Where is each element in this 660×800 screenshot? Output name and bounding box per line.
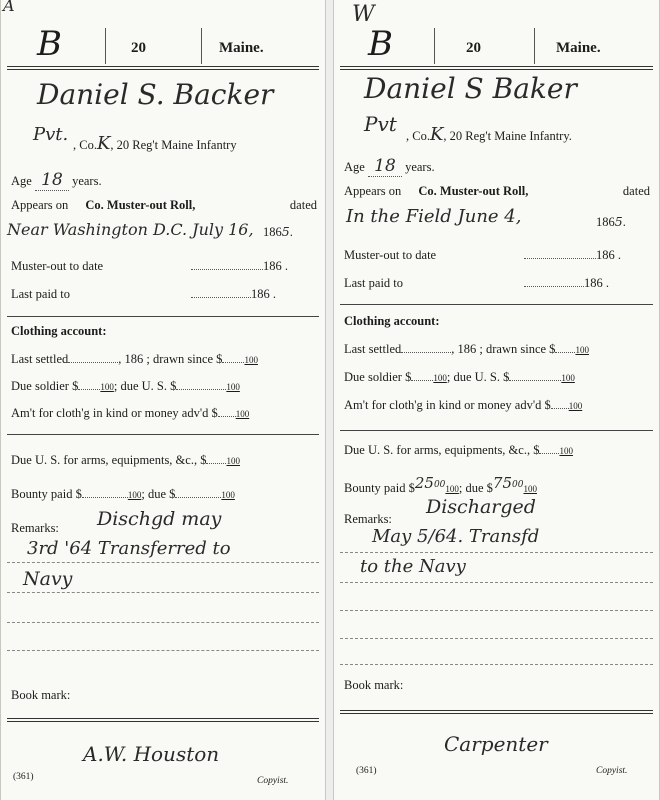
remarks-label: Remarks: [11,521,59,535]
card-header [342,18,651,68]
bounty-row: Bounty paid $ 100; due $ 100 [11,487,235,501]
header-divider [434,28,435,64]
bounty-paid-value: 25 [414,474,434,492]
header-divider [201,28,202,64]
age-value: 18 [368,156,402,177]
company-row: , Co.K, 20 Reg't Maine Infantry. [406,124,572,145]
rank: Pvt. [33,124,69,145]
roll-date: In the Field June 4, [346,206,522,227]
due-soldier-row: Due soldier $ 100; due U. S. $ 100 [344,370,575,384]
age-value: 18 [35,170,69,191]
due-soldier-row: Due soldier $ 100; due U. S. $ 100 [11,379,240,393]
bounty-row: Bounty paid $\$25^{00}100$; due $\$75^{00}100$ [344,474,537,495]
muster-out-year: 186 . [191,259,288,274]
double-rule [340,710,653,714]
muster-out-date-label: Muster-out to date [344,248,437,262]
roll-date: Near Washington D.C. July 16, [7,220,254,239]
remarks-line-1: Dischgd may [97,508,222,530]
corner-mark: A [3,0,15,15]
form-number: (361) [356,766,377,776]
remarks-line-2: 3rd '64 Transferred to [27,538,231,559]
section-rule [7,434,319,435]
age-row: Age 18 years. [11,170,102,190]
surname-letter: B [368,24,393,64]
copyist-label: Copyist. [257,776,289,786]
double-rule [7,66,319,70]
age-row: Age 18 years. [344,156,435,176]
muster-out-year: 186 . [524,248,621,263]
remarks-line-1: Discharged [426,496,536,518]
double-rule [7,718,319,722]
rank: Pvt [364,112,397,136]
remarks-line-3: to the Navy [360,556,466,577]
remarks-line-3: Navy [23,568,73,590]
bounty-due-value: 75 [492,474,513,492]
card-gutter [326,0,333,800]
company-letter: K [429,124,444,145]
last-paid-year: 186 . [524,276,609,291]
company-letter: K [96,133,111,154]
corner-mark: W [352,2,375,27]
soldier-name: Daniel S Baker [364,72,577,105]
arms-row: Due U. S. for arms, equipments, &c., $ 100 [11,453,240,467]
muster-out-date-label: Muster-out to date [11,259,104,273]
last-settled-row: Last settled , 186 ; drawn since $ 100 [11,352,258,366]
regiment-number: 20 [131,40,146,56]
company-row: , Co.K, 20 Reg't Maine Infantry [73,133,237,154]
last-paid-label: Last paid to [344,276,404,290]
header-divider [105,28,106,64]
remarks-line-2: May 5/64. Transfd [372,526,540,547]
arms-row: Due U. S. for arms, equipments, &c., $ 100 [344,443,573,457]
surname-letter: B [37,24,62,64]
cloth-amount-row: Am't for cloth'g in kind or money adv'd $ 100 [11,406,250,420]
double-rule [340,66,653,70]
section-rule [7,316,319,317]
clothing-heading: Clothing account: [344,314,440,328]
appears-on-row: Appears on Co. Muster-out Roll, dated [344,184,650,198]
soldier-name: Daniel S. Backer [37,78,274,111]
form-number: (361) [13,772,34,782]
muster-card-left [0,0,326,800]
clothing-heading: Clothing account: [11,324,107,338]
copyist-signature: A.W. Houston [83,742,220,766]
section-rule [340,430,653,431]
remarks-label: Remarks: [344,512,392,526]
roll-year: 1865. [263,224,293,239]
state-name: Maine. [219,40,264,56]
last-paid-year: 186 . [191,287,276,302]
book-mark-label: Book mark: [344,678,404,692]
header-divider [534,28,535,64]
regiment-number: 20 [466,40,481,56]
appears-on-row: Appears on Co. Muster-out Roll, dated [11,198,317,212]
cloth-amount-row: Am't for cloth'g in kind or money adv'd $ 100 [344,398,583,412]
copyist-label: Copyist. [596,766,628,776]
state-name: Maine. [556,40,601,56]
muster-card-right [333,0,660,800]
roll-year: 1865. [596,214,626,229]
section-rule [340,304,653,305]
copyist-signature: Carpenter [444,732,548,756]
card-header [9,18,317,68]
last-paid-label: Last paid to [11,287,71,301]
book-mark-label: Book mark: [11,688,71,702]
last-settled-row: Last settled , 186 ; drawn since $ 100 [344,342,589,356]
